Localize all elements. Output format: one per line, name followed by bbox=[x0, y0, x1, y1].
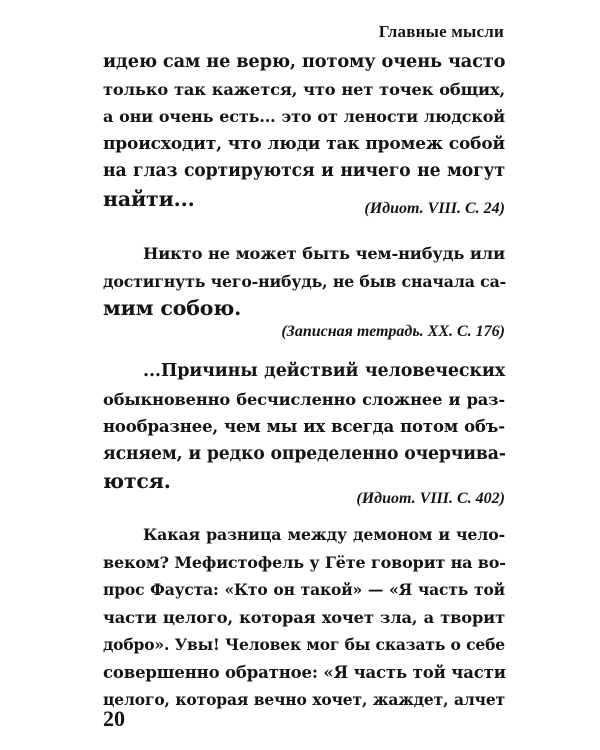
quote-block-1 bbox=[103, 48, 505, 213]
text-line: совершенно обратное: «Я часть той части bbox=[103, 662, 506, 682]
text-line: идею сам не верю, потому очень часто bbox=[103, 51, 506, 72]
text-line: обыкновенно бесчисленно сложнее и раз- bbox=[103, 389, 505, 409]
quote-source-3: (Идиот. VIII. С. 402) bbox=[356, 490, 505, 507]
text-line: нообразнее, чем мы их всегда потом объ- bbox=[103, 417, 505, 436]
text-line: Какая разница между демоном и чело- bbox=[143, 525, 505, 544]
text-line: мим собою. bbox=[103, 296, 242, 320]
text-line: прос Фауста: «Кто он такой» — «Я часть той bbox=[103, 580, 505, 599]
page-number: 20 bbox=[103, 706, 125, 731]
text-line: добро». Увы! Человек мог бы сказать о себе bbox=[103, 635, 505, 654]
quote-source-2: (Записная тетрадь. XX. С. 176) bbox=[281, 323, 505, 340]
text-line: ...Причины действий человеческих bbox=[143, 361, 505, 381]
text-line: найти... bbox=[103, 186, 195, 211]
quote-source-1: (Идиот. VIII. С. 24) bbox=[364, 200, 505, 217]
quote-block-2 bbox=[103, 240, 505, 323]
quote-block-4 bbox=[103, 521, 505, 714]
text-line: происходит, что люди так промеж собой bbox=[103, 133, 505, 154]
text-line: на глаз сортируются и ничего не могут bbox=[103, 161, 505, 181]
text-line: а они очень есть... это от лености людской bbox=[103, 107, 505, 126]
running-title: Главные мысли bbox=[378, 22, 504, 41]
text-line: части целого, которая хочет зла, а творит bbox=[103, 607, 505, 627]
text-line: ясняем, и редко определенно очерчива- bbox=[103, 443, 506, 464]
quote-block-3 bbox=[103, 358, 505, 496]
text-line: достигнуть чего-нибудь, не быв сначала са- bbox=[103, 271, 507, 291]
text-line: Никто не может быть чем-нибудь или bbox=[143, 244, 505, 263]
text-line: ются. bbox=[103, 469, 171, 493]
text-line: только так кажется, что нет точек общих, bbox=[103, 79, 505, 99]
text-line: веком? Мефистофель у Гёте говорит на во- bbox=[103, 552, 506, 572]
text-line: целого, которая вечно хочет, жаждет, алчет bbox=[103, 690, 505, 709]
